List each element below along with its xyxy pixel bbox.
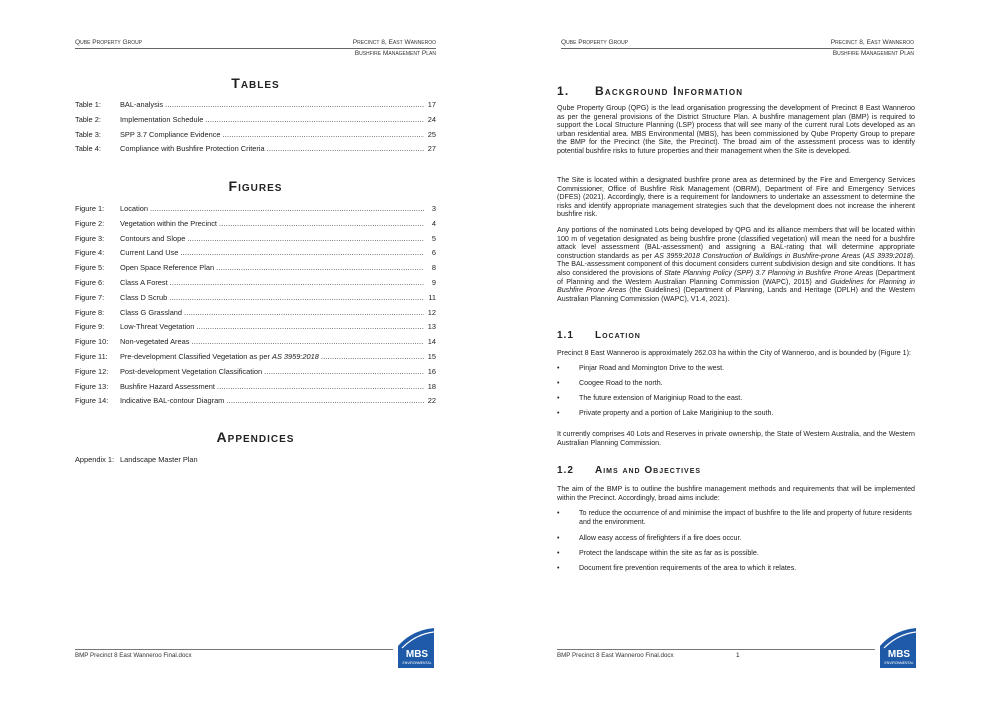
toc-page: 17 — [427, 100, 436, 109]
toc-page: 22 — [427, 396, 436, 406]
toc-row[interactable] — [75, 382, 436, 397]
toc-title: Current Land Use — [120, 248, 179, 258]
header-company: Qube Property Group — [75, 39, 143, 46]
bullet-dot: • — [557, 379, 560, 387]
subsection-heading — [557, 465, 701, 476]
toc-page: 11 — [428, 292, 436, 302]
toc-page: 12 — [427, 307, 436, 317]
toc-title: Bushfire Hazard Assessment — [120, 381, 215, 391]
header-precinct: Precinct 8, East Wanneroo — [352, 39, 436, 46]
toc-page: 4 — [431, 218, 436, 228]
bullet-text: The future extension of Mariginiup Road to the east. — [579, 394, 743, 402]
toc-row[interactable] — [75, 204, 436, 219]
footer-filename: BMP Precinct 8 East Wanneroo Final.docx — [557, 652, 674, 659]
bullet-dot: • — [557, 364, 560, 372]
toc-leader — [196, 322, 424, 331]
toc-row[interactable] — [75, 248, 436, 263]
toc-title: Indicative BAL-contour Diagram — [120, 396, 225, 406]
toc-label: Figure 6: — [75, 277, 105, 287]
toc-title: BAL-analysis — [120, 100, 164, 109]
toc-row[interactable] — [75, 130, 436, 145]
toc-label: Figure 12: — [75, 366, 109, 376]
toc-leader — [321, 352, 424, 361]
toc-leader — [165, 100, 424, 109]
toc-label: Figure 2: — [75, 218, 105, 228]
paragraph: Qube Property Group (QPG) is the lead organisation progressing the development of Precinct 8 East Wanneroo as per the general provisions of the District Structure Plan. A bushfire management plan (BMP) is required to support the Local Structure Planning (LSP) process that will see many of the current rural Lots developed as an urban residential area. MBS Environmental (MBS), has been commissioned by Qube Property Group to prepare the BMP for the Precinct (the Site, the Precinct). The broad aim of the assessment process was to identify potential bushfire risks to future properties and their management when the Site is developed. — [557, 104, 915, 155]
footer-filename: BMP Precinct 8 East Wanneroo Final.docx — [75, 652, 192, 659]
toc-label: Figure 14: — [75, 396, 109, 406]
toc-row[interactable] — [75, 115, 436, 130]
bullet-dot: • — [557, 549, 560, 557]
subsection-number: 1.1 — [557, 330, 574, 341]
mbs-logo — [398, 628, 434, 668]
toc-label: Table 1: — [75, 100, 101, 109]
bullet-text: Pinjar Road and Mornington Drive to the west. — [579, 364, 725, 372]
toc-title: Contours and Slope — [120, 233, 186, 243]
toc-page: 24 — [427, 114, 436, 124]
toc-title: Vegetation within the Precinct — [120, 218, 217, 228]
toc-title: SPP 3.7 Compliance Evidence — [120, 129, 221, 139]
bullet-text: Protect the landscape within the site as far as is possible. — [579, 549, 759, 557]
appendices-title: Appendices — [216, 429, 295, 445]
toc-row[interactable] — [75, 234, 436, 249]
subsection-title: Aims and Objectives — [595, 465, 702, 476]
figures-list — [75, 204, 436, 411]
header-precinct: Precinct 8, East Wanneroo — [830, 39, 914, 46]
toc-row[interactable] — [75, 352, 436, 367]
toc-row[interactable] — [75, 144, 436, 159]
toc-row[interactable] — [75, 367, 436, 382]
figures-title: Figures — [228, 178, 283, 194]
section-heading — [557, 84, 743, 98]
toc-label: Figure 4: — [75, 248, 105, 258]
toc-title-text: Pre-development Classified Vegetation as per — [120, 351, 273, 361]
page-number: 1 — [736, 652, 740, 659]
logo-subtext: ENVIRONMENTAL — [884, 661, 914, 665]
toc-row[interactable] — [75, 308, 436, 323]
appendix-row[interactable] — [75, 455, 198, 464]
toc-page: 8 — [431, 263, 436, 273]
toc-leader — [184, 308, 424, 317]
toc-leader — [205, 115, 424, 124]
toc-leader — [169, 293, 424, 302]
bullet-text: Private property and a portion of Lake Mariginiup to the south. — [579, 409, 774, 417]
right-page — [496, 0, 992, 701]
toc-leader — [219, 219, 424, 228]
toc-leader — [216, 263, 424, 272]
bullet-text: Document fire prevention requirements of the area to which it relates. — [579, 564, 797, 572]
toc-label: Figure 13: — [75, 381, 109, 391]
toc-title: Location — [120, 204, 148, 213]
toc-page: 16 — [427, 366, 436, 376]
subsection-title: Location — [595, 330, 641, 341]
header-doc-title: Bushfire Management Plan — [832, 50, 914, 57]
toc-row[interactable] — [75, 100, 436, 115]
toc-page: 6 — [431, 248, 436, 258]
toc-page: 13 — [427, 322, 436, 332]
header-doc-title: Bushfire Management Plan — [354, 50, 436, 57]
toc-title-italic: AS 3959:2018 — [272, 351, 319, 361]
toc-leader — [226, 396, 424, 405]
section-number: 1. — [557, 84, 570, 98]
footer-rule — [557, 649, 875, 650]
toc-title: Post-development Vegetation Classification — [120, 366, 263, 376]
bullet-dot: • — [557, 564, 560, 572]
header-company: Qube Property Group — [561, 39, 629, 46]
footer-rule — [75, 649, 393, 650]
toc-row[interactable] — [75, 396, 436, 411]
header-rule — [75, 48, 436, 49]
toc-title: Class G Grassland — [120, 307, 183, 317]
bullet-dot: • — [557, 509, 560, 517]
paragraph: The aim of the BMP is to outline the bushfire management methods and requirements that will be implemented within the Precinct. Accordingly, broad aims include: — [557, 485, 915, 502]
toc-page: 14 — [427, 337, 436, 347]
toc-label: Figure 3: — [75, 233, 105, 243]
bullet-dot: • — [557, 394, 560, 402]
appendix-label: Appendix 1: — [75, 455, 115, 464]
mbs-logo — [880, 628, 916, 668]
logo-subtext: ENVIRONMENTAL — [402, 661, 432, 665]
toc-label: Figure 11: — [75, 351, 108, 361]
toc-title: Class A Forest — [120, 277, 168, 287]
bullet-dot: • — [557, 534, 560, 542]
toc-leader — [191, 337, 424, 346]
toc-label: Figure 1: — [75, 204, 105, 213]
toc-title — [120, 352, 319, 361]
subsection-heading — [557, 330, 641, 341]
toc-label: Figure 9: — [75, 322, 105, 332]
toc-title: Open Space Reference Plan — [120, 263, 215, 273]
logo-text: MBS — [405, 649, 429, 660]
toc-row[interactable] — [75, 219, 436, 234]
paragraph: The Site is located within a designated bushfire prone area as determined by the Fire and Emergency Services Commissioner, Office of Bushfire Risk Management (OBRM), Department of Fire and Emergency Services (DFES) (2021). Accordingly, there is a requirement for landowners to undertake an assessment to determine the risks and identify appropriate management strategies such that the development does not increase the inherent bushfire risk. — [557, 176, 915, 219]
toc-row[interactable] — [75, 322, 436, 337]
toc-title: Low-Threat Vegetation — [120, 322, 195, 332]
toc-leader — [187, 234, 424, 243]
toc-title: Class D Scrub — [120, 292, 168, 302]
toc-row[interactable] — [75, 293, 436, 308]
toc-page: 15 — [427, 351, 436, 361]
subsection-number: 1.2 — [557, 465, 574, 476]
toc-label: Figure 10: — [75, 337, 109, 347]
toc-label: Table 4: — [75, 144, 101, 154]
toc-row[interactable] — [75, 278, 436, 293]
toc-row[interactable] — [75, 263, 436, 278]
toc-leader — [264, 367, 424, 376]
toc-leader — [170, 278, 424, 287]
toc-leader — [150, 204, 424, 213]
toc-page: 25 — [427, 129, 436, 139]
toc-label: Figure 7: — [75, 292, 105, 302]
toc-page: 18 — [427, 381, 436, 391]
bullet-dot: • — [557, 409, 560, 417]
paragraph: Precinct 8 East Wanneroo is approximately 262.03 ha within the City of Wanneroo, and is bounded by (Figure 1): — [557, 349, 911, 357]
toc-label: Table 2: — [75, 114, 101, 124]
paragraph: It currently comprises 40 Lots and Reserves in private ownership, the State of Western Australia, and the Western Australian Planning Commission. — [557, 430, 915, 447]
paragraph: Any portions of the nominated Lots being developed by QPG and its alliance members that will be located within 100 m of vegetation designated as being bushfire prone (classified vegetation) will mean the need for a bushfire attack level assessment (BAL-assessment) and assigning a BAL-rating that will determine appropriate construction standards as per AS 3959:2018 Construction of Buildings in Bushfire-prone Areas (AS 3939:2018). The BAL-assessment component of this document considers current subdivision design and site conditions. It has also considered the provisions of State Planning Policy (SPP) 3.7 Planning in Bushfire Prone Areas (Department of Planning and the Western Australian Planning Commission (WAPC), 2015) and Guidelines for Planning in Bushfire Prone Areas (the Guidelines) (Department of Planning, Lands and Heritage (DPLH) and the Western Australian Planning Commission (WAPC), V1.4, 2021). — [557, 226, 916, 303]
toc-label: Figure 5: — [75, 263, 105, 273]
toc-leader — [223, 130, 424, 139]
logo-text: MBS — [887, 649, 911, 660]
toc-page: 9 — [431, 277, 436, 287]
bullet-text: Allow easy access of firefighters if a fire does occur. — [579, 534, 742, 542]
bullet-text: To reduce the occurrence of and minimise the impact of bushfire to the life and property of future residents and the environment. — [579, 509, 912, 526]
tables-list — [75, 100, 436, 159]
toc-leader — [217, 382, 424, 391]
bullet-text: Coogee Road to the north. — [579, 379, 663, 387]
toc-row[interactable] — [75, 337, 436, 352]
toc-leader — [267, 144, 424, 153]
header-rule — [561, 48, 914, 49]
toc-label: Figure 8: — [75, 307, 105, 317]
toc-page: 5 — [431, 233, 436, 243]
tables-title: Tables — [231, 75, 280, 91]
toc-page: 3 — [431, 204, 436, 213]
appendix-title: Landscape Master Plan — [120, 455, 198, 464]
toc-page: 27 — [427, 144, 436, 154]
section-title: Background Information — [595, 84, 744, 98]
toc-title: Compliance with Bushfire Protection Criteria — [120, 144, 265, 154]
toc-leader — [180, 248, 424, 257]
toc-label: Table 3: — [75, 129, 101, 139]
toc-title: Non-vegetated Areas — [120, 337, 190, 347]
toc-title: Implementation Schedule — [120, 114, 204, 124]
